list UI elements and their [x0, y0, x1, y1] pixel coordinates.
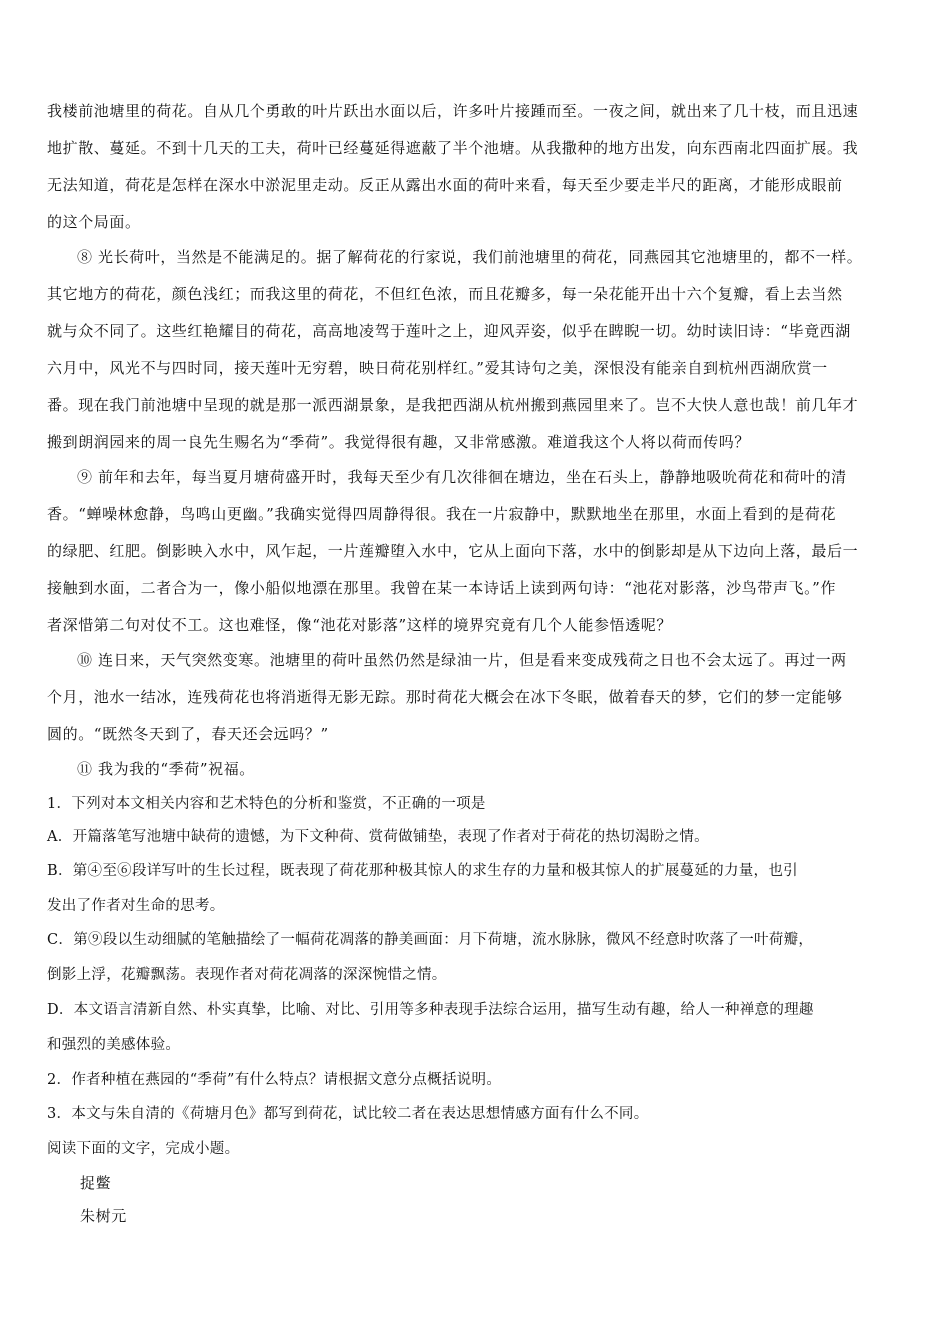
passage-line: 接触到水面，二者合为一，像小船似地漂在那里。我曾在某一本诗话上读到两句诗：“池花对影落，沙鸟带声飞。”作 [47, 579, 837, 597]
passage-line: 圆的。“既然冬天到了，春天还会远吗？” [47, 725, 329, 743]
option-a: A．开篇落笔写池塘中缺荷的遗憾，为下文种荷、赏荷做铺垫，表现了作者对于荷花的热切渴盼之情。 [47, 829, 709, 845]
passage-line: 地扩散、蔓延。不到十几天的工夫，荷叶已经蔓延得遮蔽了半个池塘。从我撒种的地方出发，向东西南北四面扩展。我 [47, 139, 859, 157]
passage-line: 个月，池水一结冰，连残荷花也将消逝得无影无踪。那时荷花大概会在冰下冬眠，做着春天的梦，它们的梦一定能够 [47, 688, 843, 706]
paragraph-9-start: ⑨ 前年和去年，每当夏月塘荷盛开时，我每天至少有几次徘徊在塘边，坐在石头上，静静地吸吮荷花和荷叶的清 [77, 468, 847, 486]
question-1-stem: 1．下列对本文相关内容和艺术特色的分析和鉴赏，不正确的一项是 [47, 796, 486, 812]
next-passage-author: 朱树元 [80, 1207, 127, 1225]
option-b: B．第④至⑥段详写叶的生长过程，既表现了荷花那种极其惊人的求生存的力量和极其惊人的扩展蔓延的力量，也引 [47, 863, 798, 879]
passage-line: 搬到朗润园来的周一良先生赐名为“季荷”。我觉得很有趣，又非常感激。难道我这个人将以荷而传吗？ [47, 433, 750, 451]
option-d: D．本文语言清新自然、朴实真挚，比喻、对比、引用等多种表现手法综合运用，描写生动有趣，给人一种禅意的理趣 [47, 1002, 814, 1018]
option-b-continued: 发出了作者对生命的思考。 [47, 898, 225, 914]
next-passage-title: 捉鳖 [80, 1174, 112, 1192]
passage-line: 我楼前池塘里的荷花。自从几个勇敢的叶片跃出水面以后，许多叶片接踵而至。一夜之间，就出来了几十枝，而且迅速 [47, 102, 859, 120]
passage-line: 无法知道，荷花是怎样在深水中淤泥里走动。反正从露出水面的荷叶来看，每天至少要走半尺的距离，才能形成眼前 [47, 176, 843, 194]
option-d-continued: 和强烈的美感体验。 [47, 1037, 181, 1053]
option-c-continued: 倒影上浮，花瓣飘荡。表现作者对荷花凋落的深深惋惜之情。 [47, 967, 447, 983]
reading-instruction: 阅读下面的文字，完成小题。 [47, 1141, 240, 1157]
paragraph-10-start: ⑩ 连日来，天气突然变寒。池塘里的荷叶虽然仍然是绿油一片，但是看来变成残荷之日也不会太远了。再过一两 [77, 651, 847, 669]
passage-line: 六月中，风光不与四时同，接天莲叶无穷碧，映日荷花别样红。”爱其诗句之美，深恨没有能亲自到杭州西湖欣赏一 [47, 359, 828, 377]
passage-line: 就与众不同了。这些红艳耀目的荷花，高高地凌驾于莲叶之上，迎风弄姿，似乎在睥睨一切。幼时读旧诗：“毕竟西湖 [47, 322, 851, 340]
paragraph-11: ⑪ 我为我的“季荷”祝福。 [77, 760, 255, 778]
passage-line: 的这个局面。 [47, 213, 141, 231]
question-2: 2．作者种植在燕园的“季荷”有什么特点？请根据文意分点概括说明。 [47, 1072, 502, 1088]
paragraph-8-start: ⑧ 光长荷叶，当然是不能满足的。据了解荷花的行家说，我们前池塘里的荷花，同燕园其它池塘里的，都不一样。 [77, 248, 863, 266]
question-3: 3．本文与朱自清的《荷塘月色》都写到荷花，试比较二者在表达思想情感方面有什么不同。 [47, 1106, 649, 1122]
passage-line: 的绿肥、红肥。倒影映入水中，风乍起，一片莲瓣堕入水中，它从上面向下落，水中的倒影却是从下边向上落，最后一 [47, 542, 859, 560]
passage-line: 香。“蝉噪林愈静，鸟鸣山更幽。”我确实觉得四周静得很。我在一片寂静中，默默地坐在那里，水面上看到的是荷花 [47, 505, 837, 523]
option-c: C．第⑨段以生动细腻的笔触描绘了一幅荷花凋落的静美画面：月下荷塘，流水脉脉，微风不经意时吹落了一叶荷瓣， [47, 932, 814, 948]
passage-line: 者深惜第二句对仗不工。这也难怪，像“池花对影落”这样的境界究竟有几个人能参悟透呢？ [47, 616, 672, 634]
passage-line: 其它地方的荷花，颜色浅红；而我这里的荷花，不但红色浓，而且花瓣多，每一朵花能开出十六个复瓣，看上去当然 [47, 285, 843, 303]
passage-line: 番。现在我门前池塘中呈现的就是那一派西湖景象，是我把西湖从杭州搬到燕园里来了。岂不大快人意也哉！前几年才 [47, 396, 859, 414]
